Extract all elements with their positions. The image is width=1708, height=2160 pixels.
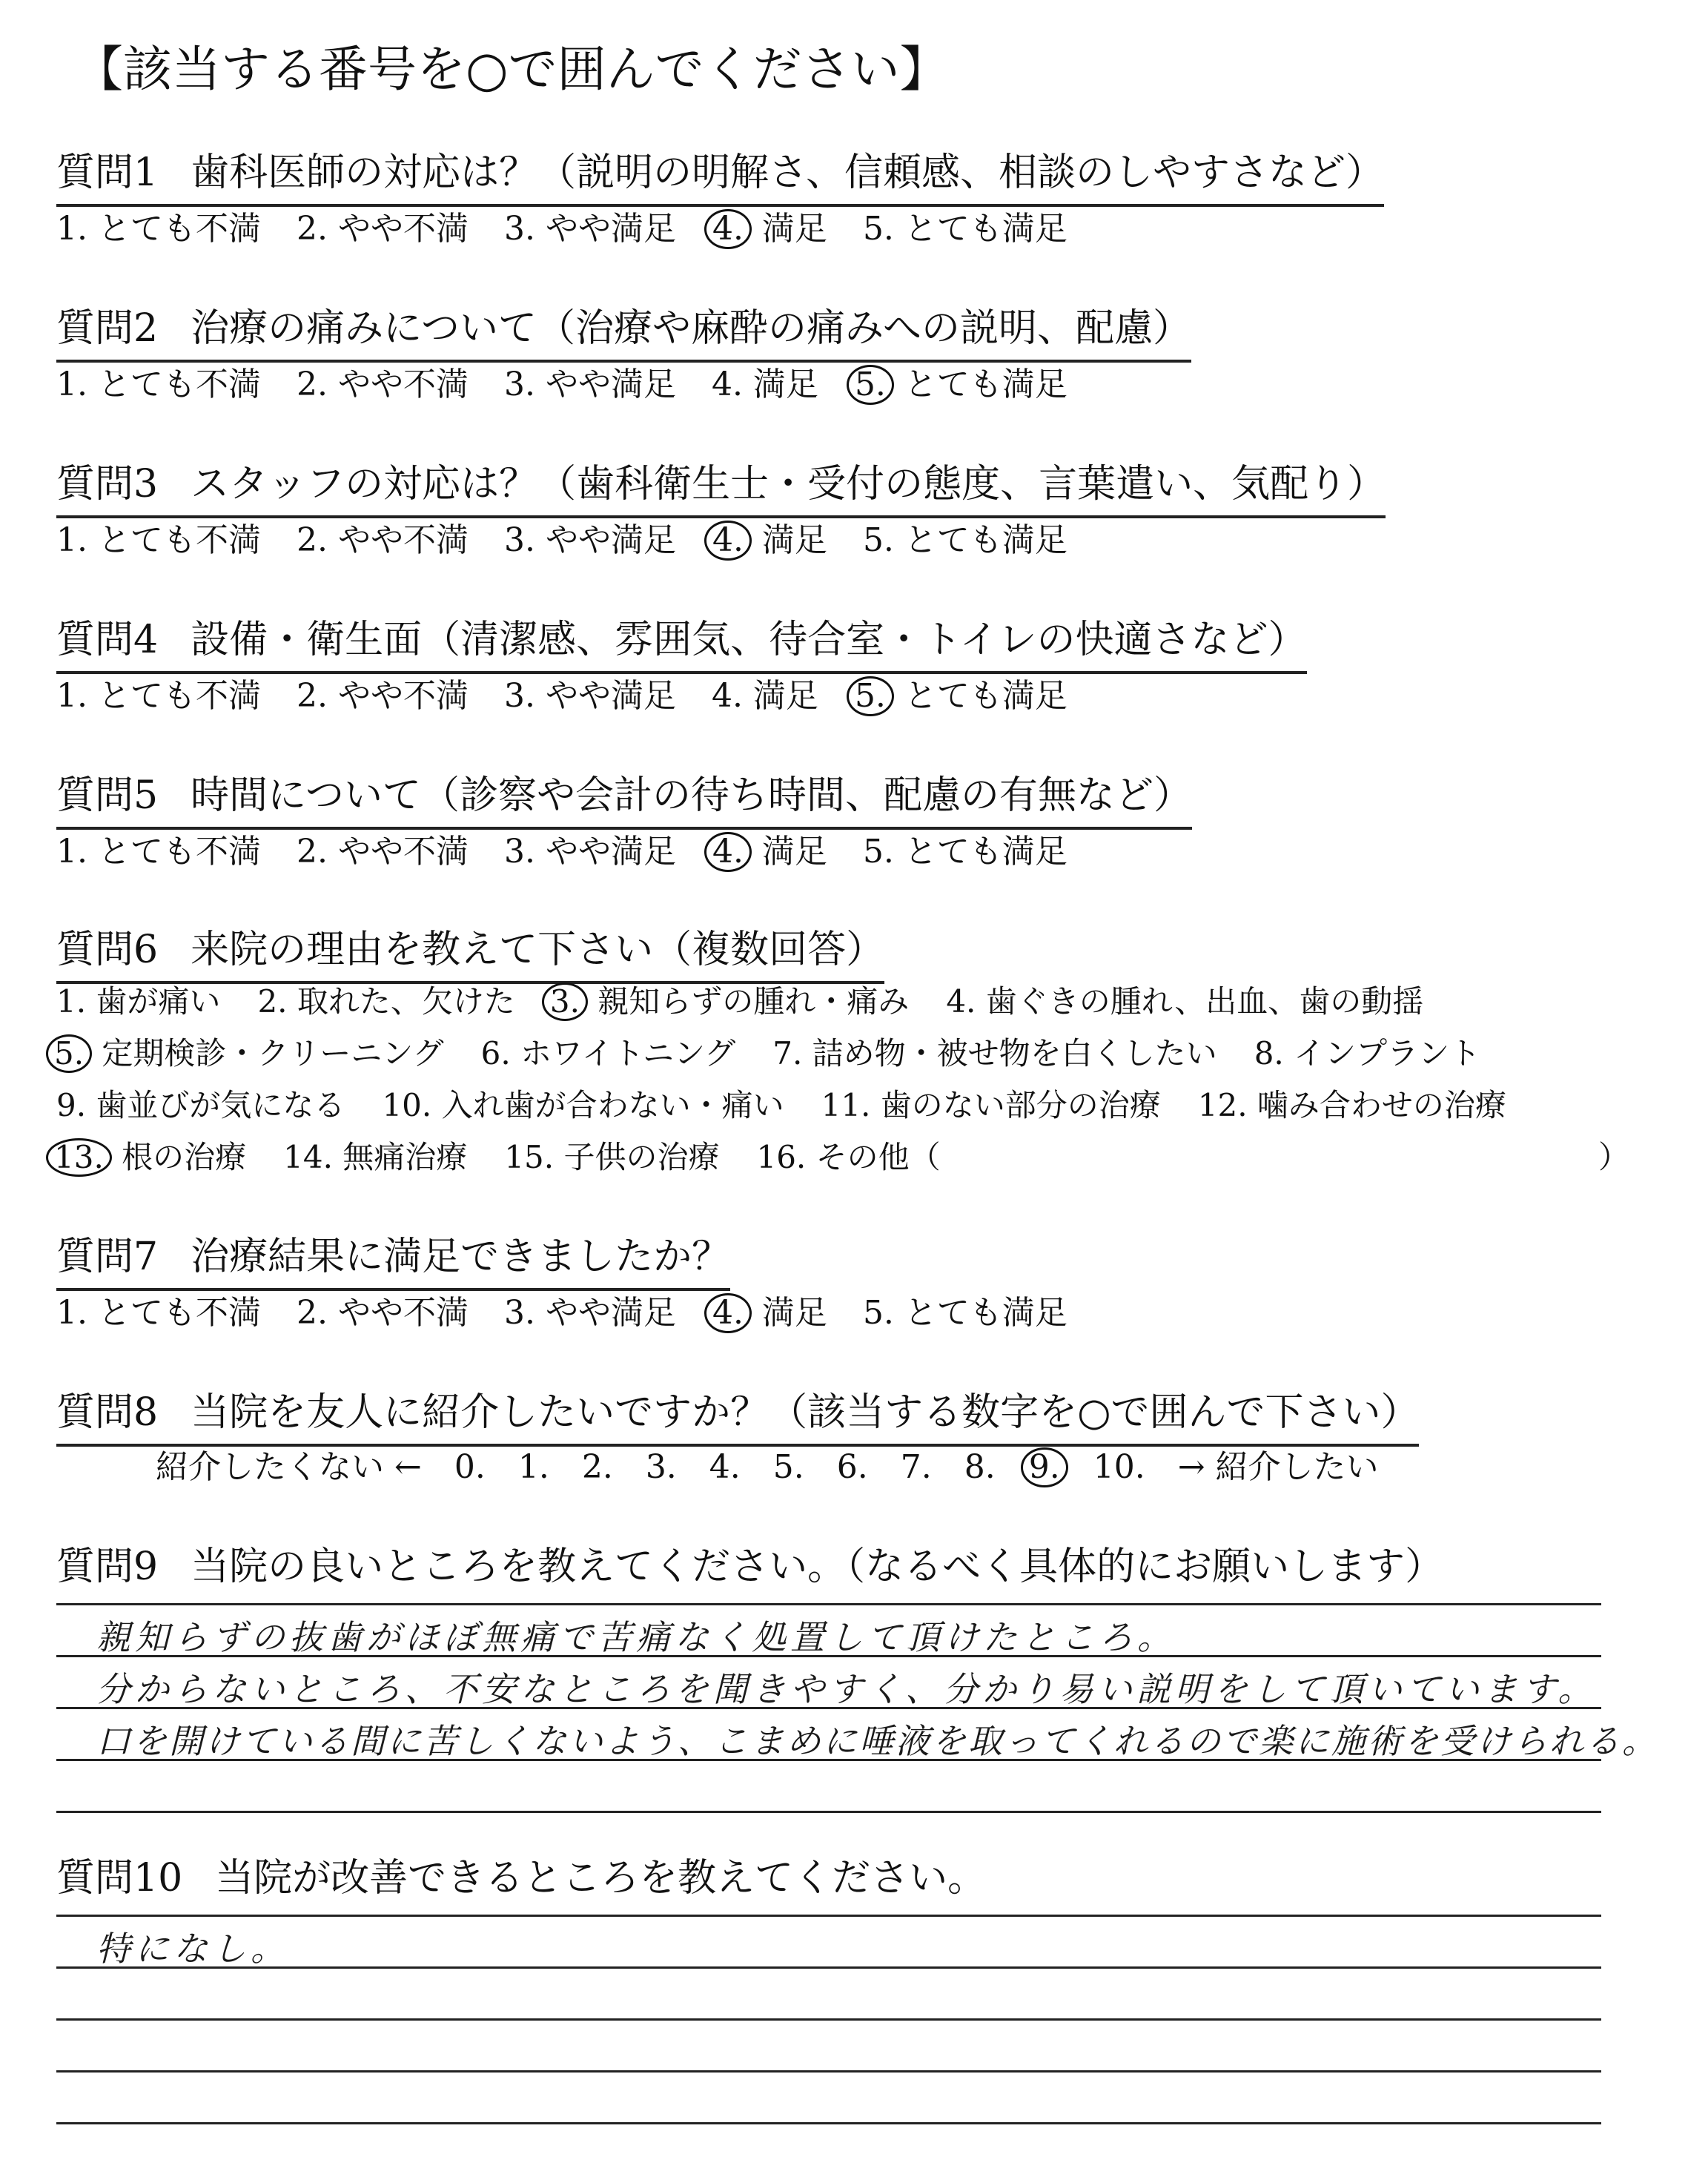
option — [297, 366, 469, 403]
option-label: やや満足 — [534, 210, 676, 248]
option-number: 14. — [283, 1139, 333, 1175]
scale-value: 8. — [964, 1448, 996, 1486]
scale-right-label: → 紹介したい — [1177, 1448, 1379, 1486]
question-text: 設備・衛生面（清潔感、雰囲気、待合室・トイレの快適さなど） — [191, 618, 1307, 662]
option-row — [56, 1029, 1517, 1074]
page-title: 【該当する番号を○で囲んでください】 — [74, 41, 949, 98]
scale-value: 6. — [836, 1448, 868, 1486]
option-label: 歯ぐきの腫れ、出血、歯の動揺 — [976, 983, 1424, 1020]
option-number: 1. — [56, 677, 87, 715]
option-number: 1. — [56, 983, 87, 1020]
question-number: 質問6 — [56, 928, 159, 972]
option-label: やや不満 — [327, 1294, 469, 1332]
option — [297, 210, 469, 248]
answer-line — [56, 1811, 1601, 1813]
handwritten-answer: 口を開けている間に苦しくないよう、こまめに唾液を取ってくれるので楽に施術を受けられる。 — [96, 1721, 1658, 1761]
question-heading — [56, 608, 1307, 674]
option-number: 4. — [946, 983, 976, 1020]
question-7-heading — [56, 1225, 730, 1291]
option-label: 取れた、欠けた — [287, 983, 515, 1020]
selected-option — [712, 521, 827, 559]
answer-line — [56, 1915, 1601, 1917]
option-number: 8. — [1254, 1035, 1284, 1071]
option-label: 満足 — [751, 833, 827, 871]
option — [283, 1139, 467, 1175]
option — [56, 521, 261, 559]
option-label: とても満足 — [893, 366, 1068, 403]
option — [772, 1035, 1217, 1071]
option — [297, 521, 469, 559]
circled-number: 5. — [847, 365, 894, 405]
option-number: 2. — [296, 210, 328, 248]
scale-value: 4. — [709, 1448, 741, 1486]
option-label: 無痛治療 — [332, 1139, 468, 1175]
question-number: 質問8 — [56, 1390, 159, 1435]
circled-number: 3. — [542, 982, 588, 1021]
option-label: とても満足 — [893, 210, 1068, 248]
option-number: 4. — [711, 366, 743, 403]
circled-number: 5. — [847, 676, 894, 716]
option — [863, 210, 1068, 248]
option-label: 満足 — [751, 521, 827, 559]
option-number: 3. — [503, 1294, 535, 1332]
scale-value: 7. — [900, 1448, 932, 1486]
selected-option — [854, 677, 1068, 715]
option-label: とても不満 — [87, 366, 261, 403]
question-text: 時間について（診察や会計の待ち時間、配慮の有無など） — [191, 773, 1193, 818]
option — [756, 1139, 940, 1175]
option — [504, 210, 676, 248]
option — [382, 1087, 784, 1123]
option-row — [54, 1133, 1630, 1178]
option-number: 2. — [257, 983, 288, 1020]
option — [56, 983, 220, 1020]
option — [481, 1035, 736, 1071]
option-label: 満足 — [751, 1294, 827, 1332]
option-label: やや満足 — [534, 366, 676, 403]
question-text: 歯科医師の対応は？（説明の明解さ、信頼感、相談のしやすさなど） — [191, 151, 1385, 195]
option-number: 1. — [56, 1294, 87, 1332]
option-label: とても不満 — [87, 521, 261, 559]
question-options — [56, 357, 1103, 405]
option-label: 歯のない部分の治療 — [870, 1087, 1161, 1123]
option — [56, 210, 261, 248]
option-label: とても満足 — [893, 1294, 1068, 1332]
option — [712, 366, 818, 403]
option-label: 満足 — [751, 210, 827, 248]
option-number: 5. — [862, 833, 894, 871]
question-number: 質問7 — [56, 1235, 159, 1279]
selected-option — [56, 1139, 246, 1175]
option-number: 5. — [862, 210, 894, 248]
scale-value: 2. — [581, 1448, 613, 1486]
question-text: 当院の良いところを教えてください。（なるべく具体的にお願いします） — [191, 1545, 1444, 1589]
scale-value: 3. — [645, 1448, 677, 1486]
option-number: 12. — [1197, 1087, 1248, 1123]
option — [1254, 1035, 1480, 1071]
option — [257, 983, 514, 1020]
question-options — [56, 825, 1103, 872]
question-options — [56, 202, 1103, 249]
option-label: 詰め物・被せ物を白くしたい — [802, 1035, 1217, 1071]
option-label: とても不満 — [87, 677, 261, 715]
option — [863, 833, 1068, 871]
handwritten-answer: 親知らずの抜歯がほぼ無痛で苦痛なく処置して頂けたところ。 — [96, 1617, 1176, 1657]
option-label: その他（ — [806, 1139, 941, 1175]
question-text: スタッフの対応は？（歯科衛生士・受付の態度、言葉遣い、気配り） — [191, 462, 1386, 506]
option-label: とても不満 — [87, 833, 261, 871]
option-label: 満足 — [742, 677, 818, 715]
question-text: 治療の痛みについて（治療や麻酔の痛みへの説明、配慮） — [191, 306, 1192, 351]
answer-line — [56, 2122, 1601, 2124]
question-options — [56, 513, 1103, 561]
answer-line — [56, 2070, 1601, 2073]
question-options — [56, 669, 1103, 716]
option-number: 5. — [862, 521, 894, 559]
option — [504, 1294, 676, 1332]
option-label: インプラント — [1283, 1035, 1481, 1071]
option — [504, 1139, 719, 1175]
option — [863, 1294, 1068, 1332]
option-label: とても満足 — [893, 833, 1068, 871]
option — [297, 1294, 469, 1332]
option-number: 3. — [503, 833, 535, 871]
option-label: やや満足 — [534, 1294, 676, 1332]
option — [863, 521, 1068, 559]
option-number: 4. — [711, 677, 743, 715]
option-number: 7. — [772, 1035, 803, 1071]
circled-number: 4. — [704, 521, 752, 561]
option — [56, 366, 261, 403]
option-label: 満足 — [742, 366, 818, 403]
scale-value: 5. — [772, 1448, 804, 1486]
option-label: とても満足 — [893, 677, 1068, 715]
option-number: 5. — [862, 1294, 894, 1332]
option-number: 6. — [480, 1035, 511, 1071]
selected-scale-value: 9. — [1021, 1447, 1068, 1487]
selected-option — [549, 983, 910, 1020]
option-label: やや満足 — [534, 677, 676, 715]
question-number: 質問10 — [56, 1856, 183, 1900]
option-label: とても満足 — [893, 521, 1068, 559]
option — [946, 983, 1423, 1020]
option-number: 3. — [503, 210, 535, 248]
question-text: 治療結果に満足できましたか？ — [191, 1235, 731, 1279]
option — [297, 833, 469, 871]
circled-number: 4. — [704, 832, 752, 872]
option-number: 2. — [296, 366, 328, 403]
option-label: 定期検診・クリーニング — [92, 1035, 444, 1071]
question-text: 来院の理由を教えて下さい（複数回答） — [191, 928, 885, 972]
option-label: やや不満 — [327, 210, 469, 248]
option — [1198, 1087, 1506, 1123]
option-label: やや不満 — [327, 366, 469, 403]
option — [504, 833, 676, 871]
option-number: 2. — [296, 833, 328, 871]
selected-option — [712, 210, 827, 248]
selected-option — [712, 1294, 827, 1332]
option-label: 親知らずの腫れ・痛み — [587, 983, 910, 1020]
question-number: 質問5 — [56, 773, 159, 818]
option — [821, 1087, 1161, 1123]
option-label: 歯並びが気になる — [86, 1087, 345, 1123]
option-number: 10. — [382, 1087, 432, 1123]
option-number: 3. — [503, 366, 535, 403]
question-9-heading — [56, 1535, 1443, 1598]
question-number: 質問1 — [56, 151, 159, 195]
question-text: 当院を友人に紹介したいですか？（該当する数字を○で囲んで下さい） — [191, 1390, 1420, 1435]
option — [504, 366, 676, 403]
option-number: 1. — [56, 521, 87, 559]
scale-value: 10. — [1093, 1448, 1145, 1486]
question-8-heading — [56, 1381, 1419, 1447]
option — [56, 833, 261, 871]
answer-line — [56, 2018, 1601, 2021]
question-text: 当院が改善できるところを教えてください。 — [215, 1856, 987, 1900]
option-number: 1. — [56, 366, 87, 403]
circled-number: 5. — [46, 1034, 92, 1073]
option — [56, 677, 261, 715]
option — [297, 677, 469, 715]
option — [504, 677, 676, 715]
option-label: 歯が痛い — [86, 983, 221, 1020]
question-heading — [56, 764, 1192, 830]
option-number: 1. — [56, 210, 87, 248]
question-heading — [56, 452, 1386, 518]
option-row — [56, 977, 1460, 1022]
option-number: 16. — [756, 1139, 807, 1175]
option-label: とても不満 — [87, 210, 261, 248]
option-number: 2. — [296, 677, 328, 715]
question-7-options — [56, 1286, 1103, 1333]
option-label: 噛み合わせの治療 — [1247, 1087, 1506, 1123]
selected-option — [854, 366, 1068, 403]
selected-option — [56, 1035, 444, 1071]
option-number: 3. — [503, 521, 535, 559]
question-number: 質問2 — [56, 306, 159, 351]
option — [504, 521, 676, 559]
option-label: やや満足 — [534, 833, 676, 871]
option-number: 2. — [296, 521, 328, 559]
option-row — [56, 1081, 1543, 1126]
option-label: やや不満 — [327, 677, 469, 715]
option-number: 15. — [504, 1139, 555, 1175]
option-label: 子供の治療 — [554, 1139, 720, 1175]
option-label: ホワイトニング — [510, 1035, 736, 1071]
option — [56, 1087, 345, 1123]
option-number: 11. — [821, 1087, 871, 1123]
option — [712, 677, 818, 715]
option-label: 根の治療 — [111, 1139, 247, 1175]
option-number: 9. — [56, 1087, 87, 1123]
handwritten-answer: 分からないところ、不安なところを聞きやすく、分かり易い説明をして頂いています。 — [96, 1669, 1597, 1709]
selected-option — [712, 833, 827, 871]
question-number: 質問4 — [56, 618, 159, 662]
option-label: やや不満 — [327, 833, 469, 871]
question-6-heading — [56, 918, 884, 984]
question-heading — [56, 141, 1384, 207]
option-number: 2. — [296, 1294, 328, 1332]
option-number: 1. — [56, 833, 87, 871]
option-label: やや不満 — [327, 521, 469, 559]
question-10-heading — [56, 1846, 986, 1909]
scale-value: 1. — [517, 1448, 549, 1486]
option-number: 3. — [503, 677, 535, 715]
handwritten-answer: 特になし。 — [96, 1929, 289, 1969]
other-close-paren: ） — [1598, 1139, 1630, 1175]
recommend-scale — [156, 1440, 1411, 1487]
circled-number: 4. — [704, 209, 752, 249]
scale-value: 0. — [454, 1448, 486, 1486]
circled-number: 13. — [46, 1138, 112, 1177]
circled-number: 4. — [704, 1293, 752, 1333]
answer-line — [56, 1603, 1601, 1605]
option — [56, 1294, 261, 1332]
question-heading — [56, 297, 1191, 363]
question-number: 質問9 — [56, 1545, 159, 1589]
question-number: 質問3 — [56, 462, 159, 506]
option-label: とても不満 — [87, 1294, 261, 1332]
option-label: 入れ歯が合わない・痛い — [431, 1087, 784, 1123]
option-label: やや満足 — [534, 521, 676, 559]
scale-left-label: 紹介したくない ← — [156, 1448, 422, 1486]
